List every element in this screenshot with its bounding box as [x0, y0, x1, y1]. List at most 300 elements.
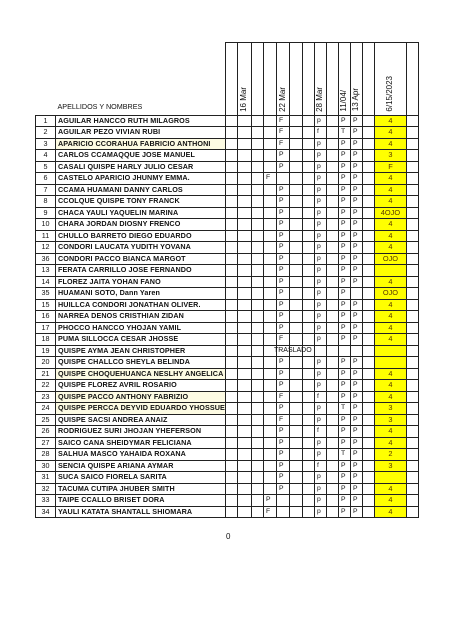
attendance-mark: p — [314, 207, 326, 219]
attendance-mark — [225, 391, 237, 403]
row-number: 32 — [36, 483, 56, 495]
attendance-mark — [251, 299, 263, 311]
attendance-mark — [362, 242, 374, 254]
attendance-mark — [362, 276, 374, 288]
attendance-mark — [251, 184, 263, 196]
attendance-mark — [225, 173, 237, 185]
trailing-cell — [406, 265, 418, 277]
attendance-mark — [289, 288, 302, 300]
date-header-label: 16 Mar — [239, 86, 249, 112]
attendance-mark — [263, 368, 276, 380]
attendance-mark — [289, 472, 302, 484]
table-row — [36, 173, 419, 185]
attendance-mark — [225, 506, 237, 518]
row-number: 24 — [36, 403, 56, 415]
attendance-mark — [362, 173, 374, 185]
attendance-mark — [362, 357, 374, 369]
attendance-mark: P — [350, 380, 362, 392]
attendance-mark — [225, 437, 237, 449]
attendance-mark — [237, 380, 251, 392]
attendance-mark: p — [314, 495, 326, 507]
attendance-mark: P — [276, 230, 289, 242]
row-number: 7 — [36, 184, 56, 196]
attendance-mark: P — [276, 207, 289, 219]
trailing-cell — [406, 380, 418, 392]
table-row — [36, 472, 419, 484]
attendance-mark: P — [350, 230, 362, 242]
attendance-mark — [263, 357, 276, 369]
attendance-mark — [237, 115, 251, 127]
trailing-cell — [406, 472, 418, 484]
attendance-mark: P — [350, 357, 362, 369]
attendance-mark: P — [338, 437, 350, 449]
attendance-mark: P — [338, 288, 350, 300]
table-row — [36, 391, 419, 403]
attendance-mark — [237, 230, 251, 242]
date-header-label: 11/04/ — [339, 89, 349, 112]
attendance-mark: P — [338, 506, 350, 518]
attendance-mark: P — [350, 207, 362, 219]
attendance-mark — [326, 299, 338, 311]
trailing-cell — [406, 414, 418, 426]
attendance-mark — [237, 391, 251, 403]
score-cell: 4 — [374, 184, 406, 196]
attendance-mark — [251, 322, 263, 334]
attendance-mark — [362, 253, 374, 265]
row-number: 12 — [36, 242, 56, 254]
attendance-mark — [326, 311, 338, 323]
attendance-mark — [225, 414, 237, 426]
attendance-mark — [263, 242, 276, 254]
attendance-mark — [289, 138, 302, 150]
attendance-mark — [251, 253, 263, 265]
student-name: CCOLQUE QUISPE TONY FRANCK — [56, 196, 226, 208]
trailing-cell — [406, 288, 418, 300]
attendance-mark — [263, 127, 276, 139]
attendance-mark — [326, 230, 338, 242]
attendance-mark: f — [314, 127, 326, 139]
score-cell: 4 — [374, 483, 406, 495]
student-name: HUAMANI SOTO, Dann Yaren — [56, 288, 226, 300]
attendance-mark — [326, 242, 338, 254]
attendance-mark: P — [350, 138, 362, 150]
attendance-mark: P — [350, 460, 362, 472]
attendance-mark — [302, 265, 314, 277]
attendance-mark: P — [276, 150, 289, 162]
attendance-mark — [237, 299, 251, 311]
attendance-mark: p — [314, 230, 326, 242]
attendance-mark — [251, 380, 263, 392]
attendance-mark: F — [276, 138, 289, 150]
student-name: CHACA YAULI YAQUELIN MARINA — [56, 207, 226, 219]
attendance-mark: P — [338, 368, 350, 380]
attendance-mark: P — [350, 184, 362, 196]
attendance-mark: P — [350, 242, 362, 254]
attendance-mark: P — [276, 380, 289, 392]
date-header-label: 6/15/2023 — [385, 75, 395, 112]
student-name: CARLOS CCAMAQQUE JOSE MANUEL — [56, 150, 226, 162]
student-name: QUISPE PERCCA DEYVID EDUARDO YHOSSUE — [56, 403, 226, 415]
student-name: CHARA JORDAN DIOSNY FRENCO — [56, 219, 226, 231]
attendance-mark — [237, 219, 251, 231]
attendance-mark — [326, 288, 338, 300]
header-row — [36, 43, 419, 116]
attendance-mark — [289, 230, 302, 242]
attendance-mark — [237, 276, 251, 288]
date-header-cell — [338, 43, 350, 116]
table-row — [36, 207, 419, 219]
row-number: 27 — [36, 437, 56, 449]
attendance-mark — [302, 196, 314, 208]
attendance-mark — [302, 138, 314, 150]
attendance-mark: p — [314, 414, 326, 426]
attendance-mark: P — [338, 414, 350, 426]
attendance-mark: P — [350, 437, 362, 449]
table-row — [36, 127, 419, 139]
attendance-mark — [362, 299, 374, 311]
attendance-mark — [225, 127, 237, 139]
attendance-mark: P — [276, 403, 289, 415]
trailing-cell — [406, 437, 418, 449]
attendance-mark — [225, 299, 237, 311]
attendance-mark — [362, 368, 374, 380]
row-number: 11 — [36, 230, 56, 242]
attendance-mark — [237, 207, 251, 219]
attendance-mark: P — [276, 460, 289, 472]
attendance-mark — [251, 242, 263, 254]
attendance-mark: P — [276, 276, 289, 288]
attendance-mark: P — [276, 288, 289, 300]
row-number: 33 — [36, 495, 56, 507]
table-row — [36, 184, 419, 196]
attendance-mark: P — [350, 426, 362, 438]
attendance-mark — [326, 207, 338, 219]
table-row — [36, 311, 419, 323]
attendance-mark — [302, 115, 314, 127]
date-header-cell — [225, 43, 237, 116]
score-cell: 4 — [374, 196, 406, 208]
attendance-mark — [302, 357, 314, 369]
attendance-mark: P — [338, 483, 350, 495]
attendance-mark — [362, 391, 374, 403]
attendance-mark — [237, 265, 251, 277]
attendance-mark — [326, 495, 338, 507]
attendance-mark — [276, 506, 289, 518]
score-cell — [374, 357, 406, 369]
trailing-cell — [406, 196, 418, 208]
attendance-table — [35, 42, 419, 518]
attendance-mark — [225, 161, 237, 173]
trailing-cell — [406, 299, 418, 311]
student-name: CASTELO APARICIO JHUNMY EMMA. — [56, 173, 226, 185]
attendance-mark — [362, 437, 374, 449]
attendance-mark — [237, 472, 251, 484]
table-row — [36, 219, 419, 231]
attendance-mark — [302, 184, 314, 196]
row-number: 13 — [36, 265, 56, 277]
attendance-mark: P — [350, 322, 362, 334]
attendance-mark — [326, 334, 338, 346]
score-cell: 4 — [374, 276, 406, 288]
trailing-cell — [406, 138, 418, 150]
attendance-mark — [362, 322, 374, 334]
student-name: CHULLO BARRETO DIEGO EDUARDO — [56, 230, 226, 242]
attendance-mark: P — [350, 334, 362, 346]
student-name: HUILLCA CONDORI JONATHAN OLIVER. — [56, 299, 226, 311]
attendance-mark — [263, 288, 276, 300]
attendance-mark — [289, 242, 302, 254]
attendance-mark — [251, 357, 263, 369]
attendance-mark — [225, 449, 237, 461]
attendance-mark: p — [314, 357, 326, 369]
attendance-mark — [362, 380, 374, 392]
row-number: 34 — [36, 506, 56, 518]
attendance-mark — [225, 265, 237, 277]
attendance-mark — [263, 253, 276, 265]
attendance-mark — [251, 219, 263, 231]
attendance-mark — [251, 161, 263, 173]
date-header-cell — [314, 43, 326, 116]
student-name: CONDORI LAUCATA YUDITH YOVANA — [56, 242, 226, 254]
attendance-mark — [289, 426, 302, 438]
attendance-mark — [237, 184, 251, 196]
attendance-mark — [251, 460, 263, 472]
attendance-mark: P — [338, 242, 350, 254]
student-name: QUISPE SACSI ANDREA ANAIZ — [56, 414, 226, 426]
row-number: 25 — [36, 414, 56, 426]
attendance-mark — [225, 334, 237, 346]
date-header-cell — [302, 43, 314, 116]
attendance-mark — [302, 414, 314, 426]
attendance-mark — [362, 311, 374, 323]
student-name: CASALI QUISPE HARLY JULIO CESAR — [56, 161, 226, 173]
attendance-mark — [326, 138, 338, 150]
attendance-mark: p — [314, 184, 326, 196]
date-header-cell — [374, 43, 406, 116]
attendance-mark — [237, 322, 251, 334]
attendance-mark — [326, 173, 338, 185]
attendance-mark — [263, 299, 276, 311]
attendance-mark — [237, 334, 251, 346]
row-number: 26 — [36, 426, 56, 438]
attendance-mark — [237, 138, 251, 150]
student-name: YAULI KATATA SHANTALL SHIOMARA — [56, 506, 226, 518]
attendance-mark — [289, 127, 302, 139]
attendance-mark — [289, 380, 302, 392]
attendance-mark — [362, 196, 374, 208]
attendance-mark — [289, 161, 302, 173]
attendance-mark: p — [314, 449, 326, 461]
row-number: 14 — [36, 276, 56, 288]
attendance-mark: P — [276, 322, 289, 334]
student-name: CCAMA HUAMANI DANNY CARLOS — [56, 184, 226, 196]
attendance-mark — [237, 368, 251, 380]
attendance-mark — [237, 150, 251, 162]
attendance-mark — [350, 288, 362, 300]
attendance-mark — [362, 115, 374, 127]
attendance-mark — [263, 403, 276, 415]
attendance-mark — [326, 414, 338, 426]
attendance-mark — [326, 380, 338, 392]
score-cell: 4 — [374, 368, 406, 380]
attendance-mark — [362, 472, 374, 484]
row-number: 20 — [36, 357, 56, 369]
attendance-mark — [302, 173, 314, 185]
header-blank-cell — [36, 43, 56, 116]
attendance-mark: P — [338, 207, 350, 219]
attendance-mark: P — [350, 483, 362, 495]
attendance-mark — [326, 357, 338, 369]
attendance-mark — [302, 495, 314, 507]
score-cell: 4OJO — [374, 207, 406, 219]
attendance-mark — [263, 196, 276, 208]
attendance-mark — [273, 345, 312, 357]
attendance-mark — [251, 414, 263, 426]
attendance-mark — [225, 253, 237, 265]
attendance-mark: P — [263, 495, 276, 507]
attendance-mark — [225, 495, 237, 507]
attendance-mark — [362, 184, 374, 196]
trailing-cell — [406, 230, 418, 242]
date-header-cell — [406, 43, 418, 116]
attendance-mark — [302, 276, 314, 288]
table-row — [36, 414, 419, 426]
student-name: QUISPE FLOREZ AVRIL ROSARIO — [56, 380, 226, 392]
score-cell: 4 — [374, 219, 406, 231]
attendance-mark — [289, 196, 302, 208]
attendance-mark — [225, 483, 237, 495]
attendance-mark — [263, 150, 276, 162]
attendance-mark — [263, 207, 276, 219]
attendance-mark — [302, 368, 314, 380]
row-number: 22 — [36, 380, 56, 392]
attendance-mark: f — [314, 460, 326, 472]
attendance-mark — [289, 437, 302, 449]
attendance-mark — [263, 380, 276, 392]
attendance-mark — [289, 495, 302, 507]
attendance-mark — [289, 357, 302, 369]
table-row — [36, 380, 419, 392]
attendance-mark: P — [350, 253, 362, 265]
attendance-mark: p — [314, 472, 326, 484]
attendance-mark — [263, 115, 276, 127]
attendance-mark — [263, 437, 276, 449]
attendance-mark — [276, 173, 289, 185]
date-header-cell — [326, 43, 338, 116]
attendance-mark — [362, 150, 374, 162]
row-number: 35 — [36, 288, 56, 300]
attendance-mark — [302, 299, 314, 311]
attendance-mark: P — [338, 322, 350, 334]
attendance-mark: P — [350, 449, 362, 461]
date-header-label: 28 Mar — [315, 86, 325, 112]
trailing-cell — [406, 495, 418, 507]
table-row — [36, 242, 419, 254]
attendance-mark: P — [338, 334, 350, 346]
attendance-mark — [302, 449, 314, 461]
date-header-cell — [350, 43, 362, 116]
score-cell: 3 — [374, 403, 406, 415]
attendance-mark — [362, 265, 374, 277]
row-number: 30 — [36, 460, 56, 472]
attendance-mark: P — [276, 299, 289, 311]
attendance-mark — [263, 311, 276, 323]
attendance-mark — [302, 437, 314, 449]
attendance-mark: P — [338, 299, 350, 311]
score-cell: 4 — [374, 127, 406, 139]
attendance-mark — [225, 311, 237, 323]
attendance-mark — [237, 495, 251, 507]
attendance-mark — [263, 265, 276, 277]
attendance-mark: p — [314, 368, 326, 380]
attendance-mark — [289, 299, 302, 311]
row-number: 8 — [36, 196, 56, 208]
row-number: 18 — [36, 334, 56, 346]
attendance-mark — [302, 161, 314, 173]
trailing-cell — [406, 150, 418, 162]
row-number: 19 — [36, 345, 56, 357]
table-row — [36, 253, 419, 265]
attendance-mark — [289, 483, 302, 495]
attendance-mark — [251, 196, 263, 208]
attendance-mark — [289, 253, 302, 265]
attendance-mark — [237, 357, 251, 369]
attendance-mark — [251, 426, 263, 438]
attendance-mark: P — [350, 391, 362, 403]
attendance-mark — [362, 288, 374, 300]
attendance-mark — [326, 127, 338, 139]
table-row — [36, 403, 419, 415]
attendance-mark — [251, 483, 263, 495]
attendance-mark — [225, 230, 237, 242]
attendance-mark — [302, 472, 314, 484]
attendance-mark — [302, 311, 314, 323]
attendance-mark — [225, 426, 237, 438]
attendance-mark — [302, 127, 314, 139]
attendance-mark — [302, 230, 314, 242]
attendance-mark — [302, 483, 314, 495]
trailing-cell — [406, 127, 418, 139]
attendance-mark — [326, 345, 338, 357]
attendance-mark — [251, 449, 263, 461]
attendance-mark: P — [350, 196, 362, 208]
attendance-mark: p — [314, 506, 326, 518]
attendance-mark — [289, 368, 302, 380]
attendance-mark — [263, 472, 276, 484]
table-row — [36, 115, 419, 127]
trailing-cell — [406, 460, 418, 472]
student-name: QUISPE CHALLCO SHEYLA BELINDA — [56, 357, 226, 369]
attendance-mark — [251, 127, 263, 139]
student-name: TACUMA CUTIPA JHUBER SMITH — [56, 483, 226, 495]
attendance-mark: P — [338, 161, 350, 173]
attendance-mark — [289, 460, 302, 472]
attendance-mark — [362, 403, 374, 415]
attendance-mark: P — [350, 506, 362, 518]
attendance-mark — [289, 391, 302, 403]
attendance-mark — [302, 219, 314, 231]
attendance-mark: P — [276, 483, 289, 495]
attendance-mark — [251, 403, 263, 415]
attendance-mark — [289, 207, 302, 219]
score-cell: 4 — [374, 426, 406, 438]
attendance-mark — [289, 150, 302, 162]
attendance-mark — [314, 345, 326, 357]
row-number: 1 — [36, 115, 56, 127]
student-name: APARICIO CCORAHUA FABRICIO ANTHONI — [56, 138, 226, 150]
student-name: SENCIA QUISPE ARIANA AYMAR — [56, 460, 226, 472]
row-number: 23 — [36, 391, 56, 403]
